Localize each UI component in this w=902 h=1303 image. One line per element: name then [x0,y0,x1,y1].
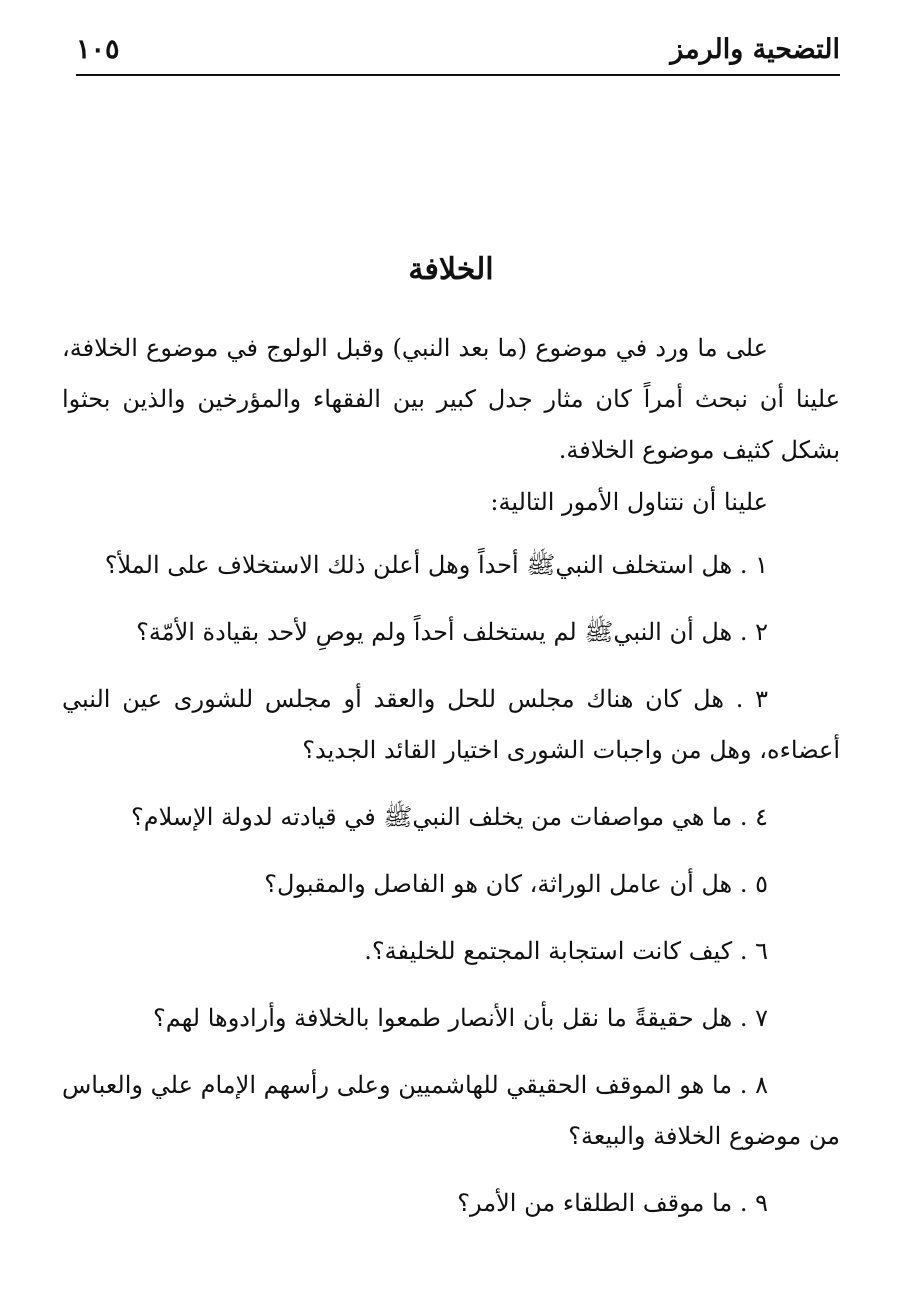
question-item [62,926,840,977]
question-text: هل كان هناك مجلس للحل والعقد أو مجلس للشورى عين النبي أعضاءه، وهل من واجبات الشورى اختيار القائد الجديد؟ [62,685,840,764]
question-number: ٢ . [739,618,768,646]
question-item [62,674,840,776]
running-title: التضحية والرمز [670,34,840,65]
question-number: ١ . [739,551,768,579]
page-number: ١٠٥ [76,34,120,65]
question-text: هل أن عامل الوراثة، كان هو الفاصل والمقبول؟ [264,870,733,898]
question-item [62,993,840,1044]
intro-paragraph: على ما ورد في موضوع (ما بعد النبي) وقبل الولوج في موضوع الخلافة، علينا أن نبحث أمراً كان مثار جدل كبير بين الفقهاء والمؤرخين والذين بحثوا بشكل كثيف موضوع الخلافة. [62,334,840,464]
question-number: ٣ . [735,685,768,713]
question-item [62,1060,840,1162]
question-number: ٨ . [739,1071,768,1099]
question-number: ٧ . [739,1004,768,1032]
question-text: ما هي مواصفات من يخلف النبيﷺ في قيادته لدولة الإسلام؟ [131,803,733,831]
question-text: ما هو الموقف الحقيقي للهاشميين وعلى رأسهم الإمام علي والعباس من موضوع الخلافة والبيعة؟ [62,1071,840,1150]
question-text: كيف كانت استجابة المجتمع للخليفة؟. [364,937,733,965]
chapter-title: الخلافة [408,252,494,287]
lead-sentence: علينا أن نتناول الأمور التالية: [490,488,768,516]
question-text: هل أن النبيﷺ لم يستخلف أحداً ولم يوصِ لأحد بقيادة الأمّة؟ [136,618,733,646]
question-number: ٥ . [739,870,768,898]
question-item [62,1178,840,1229]
question-item [62,607,840,658]
question-text: ما موقف الطلقاء من الأمر؟ [457,1189,733,1217]
question-text: هل استخلف النبيﷺ أحداً وهل أعلن ذلك الاستخلاف على الملأ؟ [104,551,733,579]
question-number: ٩ . [739,1189,768,1217]
question-item [62,540,840,591]
question-number: ٤ . [739,803,768,831]
question-item [62,859,840,910]
questions-list [62,540,840,1245]
question-item [62,792,840,843]
question-text: هل حقيقةً ما نقل بأن الأنصار طمعوا بالخلافة وأرادوها لهم؟ [153,1004,733,1032]
page-header [76,30,840,76]
question-number: ٦ . [739,937,768,965]
